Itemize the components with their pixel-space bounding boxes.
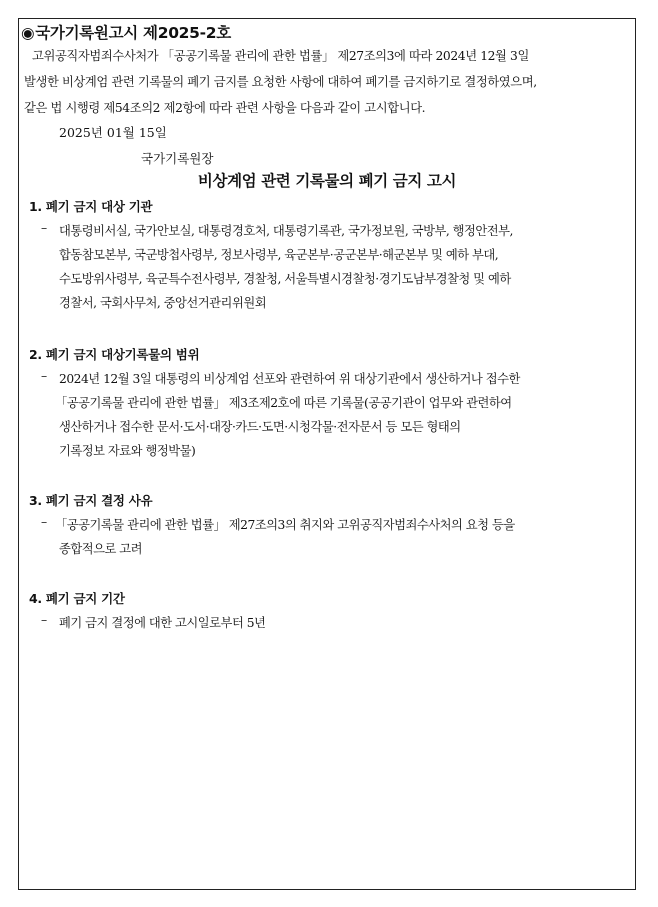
section-1-heading: 1. 폐기 금지 대상 기관 xyxy=(29,199,153,214)
section-4-heading: 4. 폐기 금지 기간 xyxy=(29,591,125,606)
section-2-line-4: 기록정보 자료와 행정박물) xyxy=(59,444,196,458)
document-frame xyxy=(18,18,636,890)
notice-number-text: 국가기록원고시 제2025-2호 xyxy=(35,24,231,42)
section-2-line-1: 2024년 12월 3일 대통령의 비상계엄 선포와 관련하여 위 대상기관에서 생산하거나 접수한 xyxy=(59,372,520,386)
notice-date: 2025년 01월 15일 xyxy=(59,125,167,140)
section-1-line-1: 대통령비서실, 국가안보실, 대통령경호처, 대통령기록관, 국가정보원, 국방부, 행정안전부, xyxy=(59,224,513,238)
section-2-line-2: 「공공기록물 관리에 관한 법률」 제3조제2호에 따른 기록물(공공기관이 업무와 관련하여 xyxy=(55,396,512,410)
section-1-line-2: 합동참모본부, 국군방첩사령부, 정보사령부, 육군본부·공군본부·해군본부 및 예하 부대, xyxy=(59,248,499,262)
section-1-dash: – xyxy=(41,221,48,235)
section-3-line-2: 종합적으로 고려 xyxy=(59,542,143,556)
section-2-dash: – xyxy=(41,369,48,383)
section-2-line-3: 생산하거나 접수한 문서·도서·대장·카드·도면·시청각물·전자문서 등 모든 형태의 xyxy=(59,420,461,434)
circle-bullet-icon: ◉ xyxy=(21,24,35,42)
notice-number xyxy=(21,21,231,43)
section-1-line-4: 경찰서, 국회사무처, 중앙선거관리위원회 xyxy=(59,296,267,310)
section-3-line-1: 「공공기록물 관리에 관한 법률」 제27조의3의 취지와 고위공직자범죄수사처의 요청 등을 xyxy=(55,518,515,532)
section-3-dash: – xyxy=(41,515,48,529)
section-2-heading: 2. 폐기 금지 대상기록물의 범위 xyxy=(29,347,200,362)
section-4-dash: – xyxy=(41,613,48,627)
issuer-name: 국가기록원장 xyxy=(141,151,214,166)
section-4-line-1: 폐기 금지 결정에 대한 고시일로부터 5년 xyxy=(59,616,266,630)
intro-line-2: 발생한 비상계엄 관련 기록물의 폐기 금지를 요청한 사항에 대하여 폐기를 금지하기로 결정하였으며, xyxy=(24,75,537,89)
intro-line-3: 같은 법 시행령 제54조의2 제2항에 따라 관련 사항을 다음과 같이 고시합니다. xyxy=(24,101,426,115)
document-title: 비상계엄 관련 기록물의 폐기 금지 고시 xyxy=(197,172,457,190)
section-3-heading: 3. 폐기 금지 결정 사유 xyxy=(29,493,153,508)
section-1-line-3: 수도방위사령부, 육군특수전사령부, 경찰청, 서울특별시경찰청·경기도남부경찰청 및 예하 xyxy=(59,272,511,286)
intro-line-1: 고위공직자범죄수사처가 「공공기록물 관리에 관한 법률」 제27조의3에 따라 2024년 12월 3일 xyxy=(32,49,529,63)
